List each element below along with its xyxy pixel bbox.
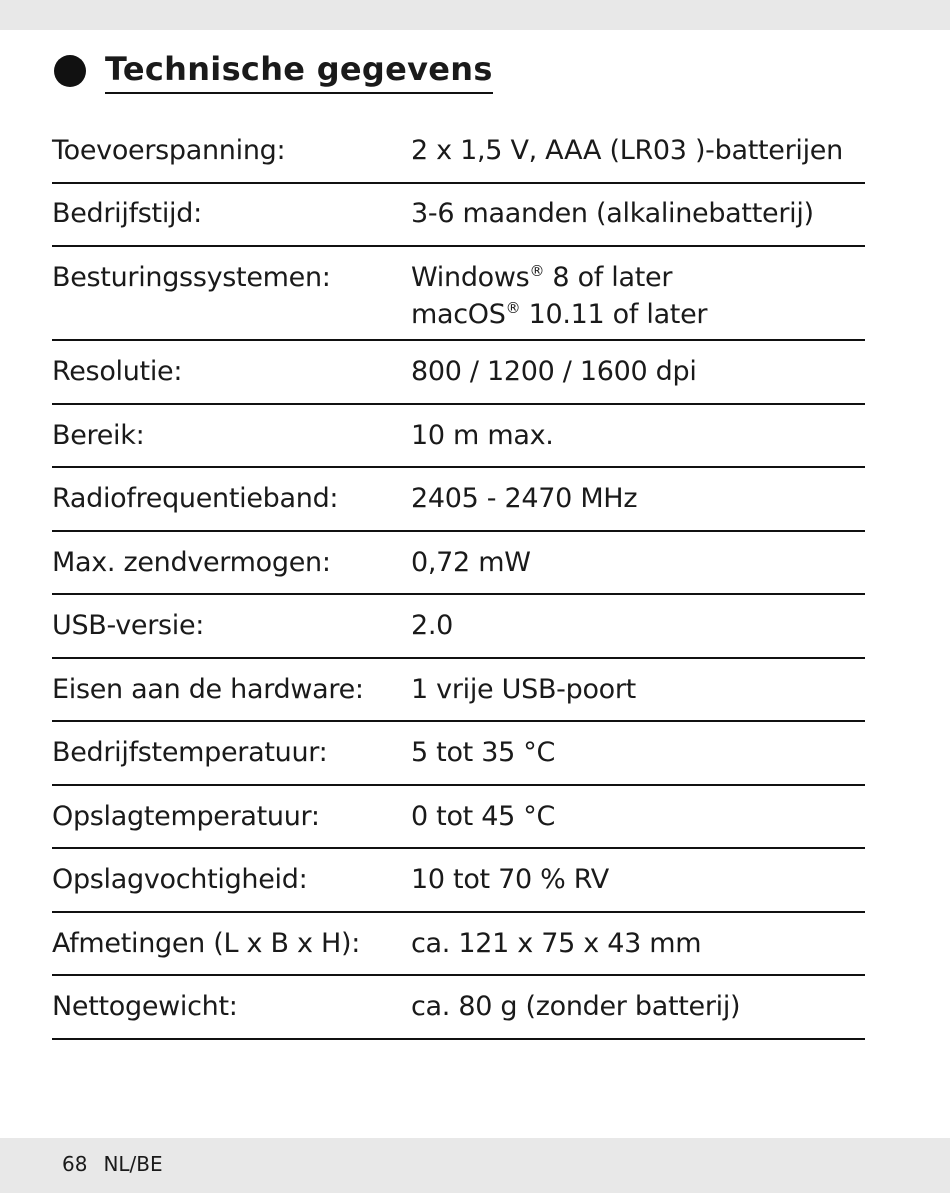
spec-label: Opslagtemperatuur: bbox=[52, 801, 320, 832]
spec-label: Radiofrequentieband: bbox=[52, 483, 339, 514]
page-number: 68 bbox=[62, 1152, 88, 1176]
spec-value: 0 tot 45 °C bbox=[411, 801, 556, 832]
spec-value: 800 / 1200 / 1600 dpi bbox=[411, 356, 697, 387]
spec-value: 10 tot 70 % RV bbox=[411, 864, 609, 895]
spec-label: Nettogewicht: bbox=[52, 991, 238, 1022]
spec-value: 2405 - 2470 MHz bbox=[411, 483, 638, 514]
spec-value-line-macos: macOS® 10.11 of later bbox=[411, 299, 708, 330]
locale-label: NL/BE bbox=[103, 1152, 163, 1176]
spec-label: Resolutie: bbox=[52, 356, 183, 387]
spec-row-nettogewicht bbox=[52, 976, 865, 1040]
spec-value-multiline bbox=[411, 259, 707, 333]
spec-row-toevoerspanning bbox=[52, 120, 865, 184]
spec-value: 2.0 bbox=[411, 610, 454, 641]
spec-label: USB-versie: bbox=[52, 610, 205, 641]
spec-value: 1 vrije USB-poort bbox=[411, 674, 636, 705]
spec-label: Toevoerspanning: bbox=[52, 135, 286, 166]
spec-row-radiofrequentieband bbox=[52, 468, 865, 532]
spec-value: 0,72 mW bbox=[411, 547, 531, 578]
spec-label: Afmetingen (L x B x H): bbox=[52, 928, 360, 959]
top-band bbox=[0, 0, 950, 30]
spec-label: Eisen aan de hardware: bbox=[52, 674, 364, 705]
spec-row-besturingssystemen bbox=[52, 247, 865, 341]
spec-value: 3-6 maanden (alkalinebatterij) bbox=[411, 198, 814, 229]
spec-value: ca. 121 x 75 x 43 mm bbox=[411, 928, 702, 959]
spec-label: Besturingssystemen: bbox=[52, 262, 331, 293]
spec-label: Bedrijfstijd: bbox=[52, 198, 202, 229]
spec-row-afmetingen bbox=[52, 913, 865, 976]
spec-row-bedrijfstemperatuur bbox=[52, 722, 865, 786]
spec-value: 5 tot 35 °C bbox=[411, 737, 556, 768]
spec-row-bereik bbox=[52, 405, 865, 468]
spec-value: 2 x 1,5 V, AAA (LR03 )-batterijen bbox=[411, 135, 843, 166]
spec-value: 10 m max. bbox=[411, 420, 554, 451]
page-footer bbox=[62, 1152, 163, 1176]
spec-label: Bedrijfstemperatuur: bbox=[52, 737, 328, 768]
spec-row-eisen-hardware bbox=[52, 659, 865, 722]
spec-row-max-zendvermogen bbox=[52, 532, 865, 595]
bullet-icon bbox=[54, 55, 86, 87]
section-heading bbox=[54, 48, 493, 94]
spec-value: ca. 80 g (zonder batterij) bbox=[411, 991, 741, 1022]
spec-row-bedrijfstijd bbox=[52, 184, 865, 247]
spec-row-resolutie bbox=[52, 341, 865, 405]
spec-row-opslagvochtigheid bbox=[52, 849, 865, 913]
spec-label: Opslagvochtigheid: bbox=[52, 864, 308, 895]
spec-value-line-windows: Windows® 8 of later bbox=[411, 262, 673, 293]
spec-label: Bereik: bbox=[52, 420, 145, 451]
spec-row-opslagtemperatuur bbox=[52, 786, 865, 849]
spec-label: Max. zendvermogen: bbox=[52, 547, 331, 578]
spec-row-usb-versie bbox=[52, 595, 865, 659]
registered-mark: ® bbox=[505, 299, 521, 317]
page-title: Technische gegevens bbox=[105, 49, 493, 94]
registered-mark: ® bbox=[529, 262, 545, 280]
